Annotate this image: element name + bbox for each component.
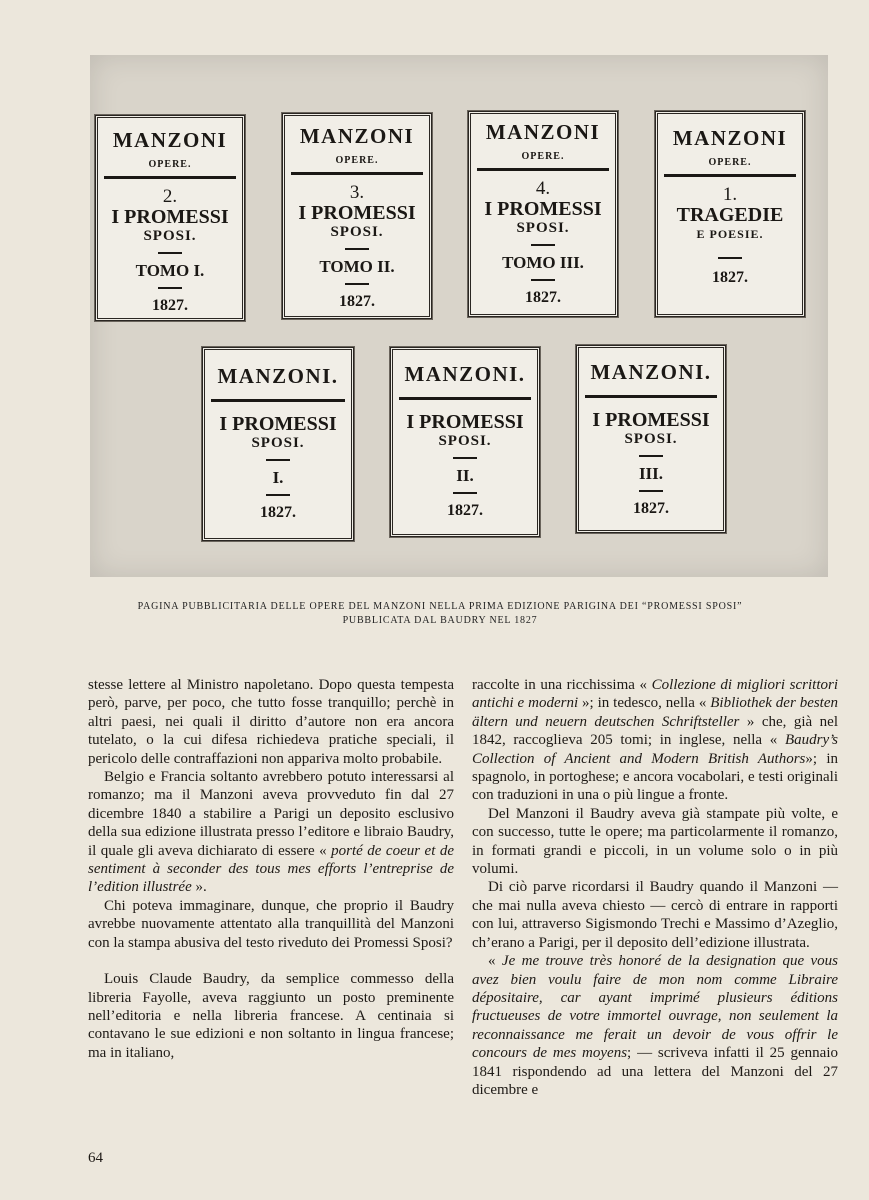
- label-title: I PROMESSI: [592, 409, 710, 431]
- book-label-5: [202, 347, 354, 541]
- label-dash: [718, 257, 742, 259]
- label-dash: [158, 252, 182, 254]
- label-author: MANZONI.: [404, 362, 526, 386]
- label-rule: [104, 176, 236, 179]
- label-dash: [639, 490, 663, 492]
- right-column: [472, 676, 838, 1099]
- label-subtitle: OPERE.: [708, 157, 752, 168]
- label-title-2: SPOSI.: [516, 220, 570, 236]
- label-title: I PROMESSI: [298, 202, 416, 224]
- label-dash: [345, 248, 369, 250]
- italic-quote: porté de coeur et de sentiment à seconder des tous mes efforts l’entreprise de l’edition illustrée: [88, 842, 454, 896]
- page-number: 64: [88, 1150, 103, 1166]
- book-label-1: [95, 115, 245, 321]
- label-dash: [158, 287, 182, 289]
- left-paragraph-1: stesse lettere al Ministro napoletano. Dopo questa tempesta però, parve, per poco, che tutto fosse tranquillo; perchè in altri paesi, nei quali il diritto d’autore non era ancora tutelato, o la cui difesa richiedeva pratiche speciali, il pericolo delle contraffazioni non appariva molto probabile.: [88, 677, 454, 767]
- label-number: 3.: [349, 182, 365, 203]
- label-author: MANZONI.: [217, 364, 339, 388]
- right-paragraph-1: [472, 676, 838, 805]
- label-subtitle: OPERE.: [521, 151, 565, 162]
- label-year: 1827.: [152, 297, 188, 314]
- label-subtitle: OPERE.: [335, 155, 379, 166]
- label-dash: [345, 283, 369, 285]
- book-label-6: [390, 347, 540, 537]
- book-label-2: [282, 113, 432, 319]
- label-volume: III.: [638, 464, 664, 483]
- label-dash: [453, 492, 477, 494]
- right-paragraph-2: Del Manzoni il Baudry aveva già stampate più volte, e con successo, tutte le opere; ma particolarmente il romanzo, in formati grandi e piccoli, in un volume solo o in più volumi.: [472, 805, 838, 878]
- label-title: I PROMESSI: [406, 411, 524, 433]
- label-author: MANZONI.: [590, 360, 712, 384]
- label-dash: [266, 459, 290, 461]
- label-dash: [531, 279, 555, 281]
- label-title-2: SPOSI.: [251, 435, 305, 451]
- italic-quote: Je me trouve très honoré de la designation que vous avez bien voulu faire de mon nom comme Libraire dépositaire, car ayant imprimé plusieurs éditions fructueuses de votre immortel ouvrage, non seulement la reconnaissance me ferait un devoir de vous offrir le concours de mes moyens: [472, 953, 839, 1062]
- label-title: I PROMESSI: [484, 198, 602, 220]
- book-label-7: [576, 345, 726, 533]
- label-rule: [477, 168, 609, 171]
- italic-title: Collezione di migliori scrittori antichi e moderni: [472, 677, 838, 712]
- label-rule: [399, 397, 531, 400]
- label-title: I PROMESSI: [111, 206, 229, 228]
- label-year: 1827.: [339, 293, 375, 310]
- text-run: » che, già nel 1842, raccoglieva 205 tomi; in inglese, nella «: [472, 713, 839, 749]
- label-volume: I.: [272, 468, 284, 487]
- label-volume: TOMO II.: [319, 257, 395, 276]
- left-paragraph-4: Louis Claude Baudry, da semplice commesso della libreria Fayolle, aveva raggiunto un posto preminente nell’editoria e nella libreria francese. A centinaia si contavano le sue edizioni e non soltanto in lingua francese; ma in italiano,: [88, 971, 454, 1061]
- text-run: raccolte in una ricchissima «: [472, 677, 648, 693]
- label-author: MANZONI: [299, 124, 415, 148]
- text-run: »; in tedesco, nella «: [582, 695, 707, 712]
- label-volume: TOMO III.: [502, 253, 584, 272]
- left-paragraph-2: [88, 768, 454, 897]
- caption-line-1: PAGINA PUBBLICITARIA DELLE OPERE DEL MANZONI NELLA PRIMA EDIZIONE PARIGINA DEI “PROMESSI SPOSI”: [137, 601, 743, 612]
- label-year: 1827.: [712, 269, 748, 286]
- label-volume: TOMO I.: [135, 261, 205, 280]
- text-run: ».: [195, 879, 207, 896]
- right-paragraph-3: Di ciò parve ricordarsi il Baudry quando il Manzoni — che mai nulla aveva chiesto — cercò di entrare in rapporti con lui, attraverso Sigismondo Trechi e Massimo d’Azeglio, ch’erano a Parigi, per il deposito dell’edizione illustrata.: [472, 879, 838, 951]
- label-rule: [664, 174, 796, 177]
- label-year: 1827.: [525, 289, 561, 306]
- label-title-2: SPOSI.: [143, 228, 197, 244]
- label-dash: [266, 494, 290, 496]
- book-label-4: [655, 111, 805, 317]
- label-title: I PROMESSI: [219, 413, 337, 435]
- label-rule: [585, 395, 717, 398]
- italic-title: Baudry’s Collection of Ancient and Modern British Authors: [472, 732, 838, 767]
- label-volume: II.: [456, 466, 474, 485]
- text-run: »; in spagnolo, in portoghese; e ancora vocabolari, e testi originali con traduzioni in una o più lingue a fronte.: [472, 750, 838, 804]
- label-dash: [531, 244, 555, 246]
- label-author: MANZONI: [112, 128, 228, 152]
- advertising-plate: [90, 55, 828, 577]
- label-subtitle: OPERE.: [148, 159, 192, 170]
- label-year: 1827.: [633, 500, 669, 517]
- label-year: 1827.: [447, 502, 483, 519]
- label-title-2: E POESIE.: [696, 227, 764, 241]
- left-column: [88, 676, 454, 1062]
- label-title: TRAGEDIE: [676, 204, 784, 226]
- label-number: 4.: [535, 178, 551, 199]
- book-label-3: [468, 111, 618, 317]
- caption-line-2: PUBBLICATA DAL BAUDRY NEL 1827: [342, 615, 538, 626]
- label-title-2: SPOSI.: [624, 431, 678, 447]
- label-author: MANZONI: [672, 126, 788, 150]
- right-paragraph-4: [472, 952, 838, 1099]
- italic-title: Bibliothek der besten ältern und neuern deutschen Schriftsteller: [472, 695, 839, 730]
- figure-caption: [100, 600, 780, 628]
- label-rule: [291, 172, 423, 175]
- text-run: ; — scriveva infatti il 25 gennaio 1841 rispondendo ad una lettera del Manzoni del 27 dicembre e: [472, 1045, 838, 1098]
- label-dash: [453, 457, 477, 459]
- label-title-2: SPOSI.: [330, 224, 384, 240]
- label-year: 1827.: [260, 504, 296, 521]
- text-run: «: [488, 953, 496, 970]
- text-run: Belgio e Francia soltanto avrebbero potuto interessarsi al romanzo; ma il Manzoni aveva provveduto fin dal 27 dicembre 1840 a stabilire a Parigi un deposito esclusivo della sua edizione illustrata presso l’editore e libraio Baudry, il quale gli aveva dichiarato di essere «: [88, 769, 454, 859]
- label-title-2: SPOSI.: [438, 433, 492, 449]
- left-paragraph-3: Chi poteva immaginare, dunque, che proprio il Baudry avrebbe nuovamente attentato alla tranquillità del Manzoni con la stampa abusiva del testo riveduto dei Promessi Sposi?: [88, 897, 454, 951]
- label-author: MANZONI: [485, 120, 601, 144]
- label-number: 2.: [162, 186, 178, 207]
- label-dash: [639, 455, 663, 457]
- label-number: 1.: [722, 184, 738, 205]
- label-rule: [211, 399, 345, 402]
